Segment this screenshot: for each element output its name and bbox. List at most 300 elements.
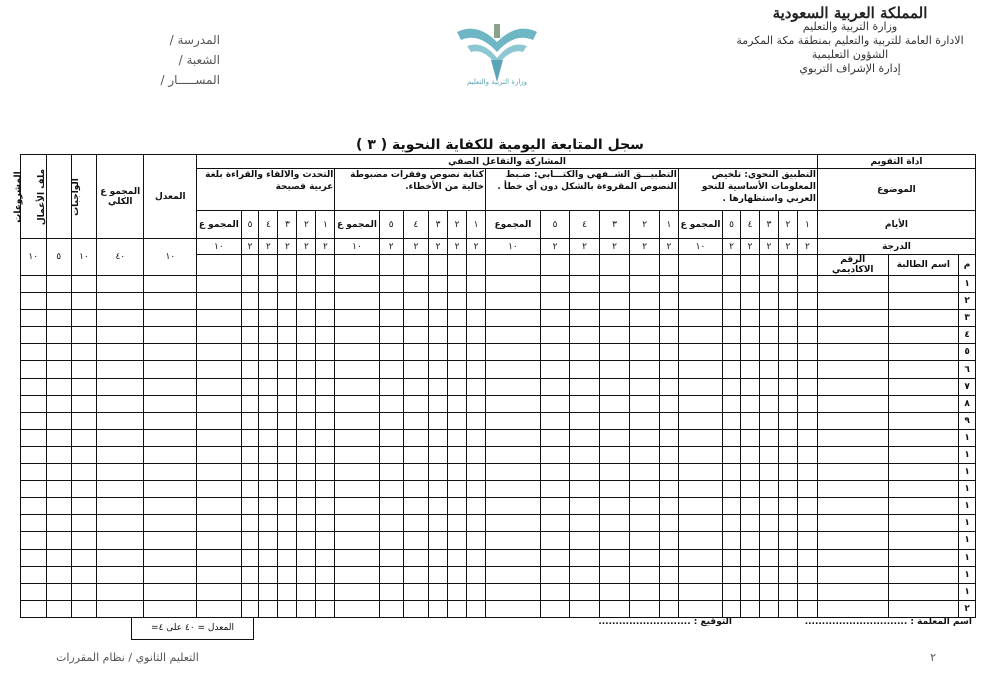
entry-cell[interactable] (630, 515, 660, 532)
entry-cell[interactable] (759, 395, 778, 412)
entry-cell[interactable] (678, 378, 722, 395)
entry-cell[interactable] (297, 344, 316, 361)
entry-cell[interactable] (241, 566, 259, 583)
entry-cell[interactable] (888, 327, 959, 344)
entry-cell[interactable] (678, 566, 722, 583)
entry-cell[interactable] (379, 566, 403, 583)
entry-cell[interactable] (316, 549, 335, 566)
entry-cell[interactable] (486, 566, 541, 583)
entry-cell[interactable] (97, 600, 144, 617)
entry-cell[interactable] (316, 344, 335, 361)
entry-cell[interactable] (429, 344, 448, 361)
entry-cell[interactable] (278, 481, 297, 498)
entry-cell[interactable] (448, 498, 467, 515)
entry-cell[interactable] (817, 429, 888, 446)
entry-cell[interactable] (316, 515, 335, 532)
entry-cell[interactable] (540, 549, 570, 566)
entry-cell[interactable] (888, 344, 959, 361)
entry-cell[interactable] (335, 464, 379, 481)
entry-cell[interactable] (97, 378, 144, 395)
entry-cell[interactable] (241, 344, 259, 361)
entry-cell[interactable] (379, 327, 403, 344)
entry-cell[interactable] (46, 429, 71, 446)
entry-cell[interactable] (259, 361, 278, 378)
entry-cell[interactable] (241, 412, 259, 429)
entry-cell[interactable] (659, 344, 678, 361)
entry-cell[interactable] (630, 532, 660, 549)
entry-cell[interactable] (540, 395, 570, 412)
entry-cell[interactable] (197, 429, 241, 446)
entry-cell[interactable] (335, 429, 379, 446)
entry-cell[interactable] (241, 464, 259, 481)
entry-cell[interactable] (97, 429, 144, 446)
entry-cell[interactable] (97, 446, 144, 463)
entry-cell[interactable] (723, 429, 741, 446)
entry-cell[interactable] (379, 412, 403, 429)
entry-cell[interactable] (259, 498, 278, 515)
entry-cell[interactable] (278, 464, 297, 481)
entry-cell[interactable] (486, 600, 541, 617)
entry-cell[interactable] (448, 429, 467, 446)
entry-cell[interactable] (486, 481, 541, 498)
entry-cell[interactable] (197, 583, 241, 600)
entry-cell[interactable] (429, 600, 448, 617)
entry-cell[interactable] (259, 293, 278, 310)
entry-cell[interactable] (144, 498, 197, 515)
entry-cell[interactable] (46, 344, 71, 361)
entry-cell[interactable] (888, 361, 959, 378)
entry-cell[interactable] (797, 361, 817, 378)
entry-cell[interactable] (316, 498, 335, 515)
entry-cell[interactable] (540, 327, 570, 344)
entry-cell[interactable] (379, 395, 403, 412)
entry-cell[interactable] (46, 310, 71, 327)
entry-cell[interactable] (723, 566, 741, 583)
entry-cell[interactable] (741, 378, 760, 395)
entry-cell[interactable] (630, 583, 660, 600)
entry-cell[interactable] (316, 446, 335, 463)
entry-cell[interactable] (888, 600, 959, 617)
entry-cell[interactable] (630, 600, 660, 617)
entry-cell[interactable] (630, 412, 660, 429)
entry-cell[interactable] (21, 515, 47, 532)
entry-cell[interactable] (97, 498, 144, 515)
entry-cell[interactable] (278, 549, 297, 566)
entry-cell[interactable] (448, 464, 467, 481)
entry-cell[interactable] (759, 378, 778, 395)
entry-cell[interactable] (21, 378, 47, 395)
entry-cell[interactable] (467, 498, 486, 515)
entry-cell[interactable] (335, 583, 379, 600)
entry-cell[interactable] (379, 361, 403, 378)
entry-cell[interactable] (486, 464, 541, 481)
entry-cell[interactable] (241, 446, 259, 463)
entry-cell[interactable] (630, 498, 660, 515)
entry-cell[interactable] (97, 549, 144, 566)
entry-cell[interactable] (467, 583, 486, 600)
entry-cell[interactable] (97, 276, 144, 293)
entry-cell[interactable] (241, 549, 259, 566)
entry-cell[interactable] (197, 532, 241, 549)
entry-cell[interactable] (71, 293, 96, 310)
entry-cell[interactable] (678, 464, 722, 481)
entry-cell[interactable] (888, 429, 959, 446)
entry-cell[interactable] (888, 378, 959, 395)
entry-cell[interactable] (278, 310, 297, 327)
entry-cell[interactable] (448, 327, 467, 344)
entry-cell[interactable] (540, 446, 570, 463)
entry-cell[interactable] (448, 446, 467, 463)
entry-cell[interactable] (71, 481, 96, 498)
entry-cell[interactable] (659, 293, 678, 310)
entry-cell[interactable] (21, 412, 47, 429)
entry-cell[interactable] (599, 412, 630, 429)
entry-cell[interactable] (21, 498, 47, 515)
entry-cell[interactable] (316, 412, 335, 429)
entry-cell[interactable] (778, 361, 797, 378)
entry-cell[interactable] (599, 600, 630, 617)
entry-cell[interactable] (888, 276, 959, 293)
entry-cell[interactable] (759, 446, 778, 463)
entry-cell[interactable] (797, 395, 817, 412)
entry-cell[interactable] (759, 276, 778, 293)
entry-cell[interactable] (678, 549, 722, 566)
entry-cell[interactable] (678, 600, 722, 617)
entry-cell[interactable] (241, 515, 259, 532)
entry-cell[interactable] (71, 327, 96, 344)
entry-cell[interactable] (241, 395, 259, 412)
entry-cell[interactable] (570, 446, 600, 463)
entry-cell[interactable] (599, 395, 630, 412)
entry-cell[interactable] (278, 293, 297, 310)
entry-cell[interactable] (403, 412, 428, 429)
entry-cell[interactable] (21, 566, 47, 583)
entry-cell[interactable] (278, 327, 297, 344)
entry-cell[interactable] (97, 481, 144, 498)
entry-cell[interactable] (759, 515, 778, 532)
entry-cell[interactable] (71, 549, 96, 566)
entry-cell[interactable] (599, 276, 630, 293)
entry-cell[interactable] (403, 429, 428, 446)
entry-cell[interactable] (403, 549, 428, 566)
entry-cell[interactable] (778, 600, 797, 617)
entry-cell[interactable] (723, 276, 741, 293)
entry-cell[interactable] (144, 412, 197, 429)
entry-cell[interactable] (71, 464, 96, 481)
entry-cell[interactable] (335, 395, 379, 412)
entry-cell[interactable] (278, 395, 297, 412)
entry-cell[interactable] (778, 515, 797, 532)
entry-cell[interactable] (21, 446, 47, 463)
entry-cell[interactable] (316, 429, 335, 446)
entry-cell[interactable] (723, 532, 741, 549)
entry-cell[interactable] (797, 412, 817, 429)
entry-cell[interactable] (630, 276, 660, 293)
entry-cell[interactable] (817, 498, 888, 515)
entry-cell[interactable] (46, 464, 71, 481)
entry-cell[interactable] (486, 532, 541, 549)
entry-cell[interactable] (197, 549, 241, 566)
entry-cell[interactable] (797, 378, 817, 395)
entry-cell[interactable] (486, 498, 541, 515)
entry-cell[interactable] (21, 276, 47, 293)
entry-cell[interactable] (778, 293, 797, 310)
entry-cell[interactable] (888, 566, 959, 583)
entry-cell[interactable] (678, 395, 722, 412)
entry-cell[interactable] (448, 395, 467, 412)
entry-cell[interactable] (540, 293, 570, 310)
entry-cell[interactable] (817, 464, 888, 481)
entry-cell[interactable] (599, 310, 630, 327)
entry-cell[interactable] (540, 481, 570, 498)
entry-cell[interactable] (259, 276, 278, 293)
entry-cell[interactable] (678, 293, 722, 310)
entry-cell[interactable] (429, 276, 448, 293)
entry-cell[interactable] (278, 276, 297, 293)
entry-cell[interactable] (741, 549, 760, 566)
entry-cell[interactable] (379, 464, 403, 481)
entry-cell[interactable] (97, 361, 144, 378)
entry-cell[interactable] (429, 481, 448, 498)
entry-cell[interactable] (540, 344, 570, 361)
entry-cell[interactable] (297, 361, 316, 378)
entry-cell[interactable] (678, 310, 722, 327)
entry-cell[interactable] (379, 276, 403, 293)
entry-cell[interactable] (259, 515, 278, 532)
entry-cell[interactable] (335, 276, 379, 293)
entry-cell[interactable] (817, 446, 888, 463)
entry-cell[interactable] (46, 327, 71, 344)
entry-cell[interactable] (486, 395, 541, 412)
entry-cell[interactable] (448, 583, 467, 600)
entry-cell[interactable] (599, 481, 630, 498)
entry-cell[interactable] (144, 344, 197, 361)
entry-cell[interactable] (448, 361, 467, 378)
entry-cell[interactable] (723, 481, 741, 498)
entry-cell[interactable] (21, 481, 47, 498)
entry-cell[interactable] (723, 293, 741, 310)
entry-cell[interactable] (778, 378, 797, 395)
entry-cell[interactable] (97, 327, 144, 344)
entry-cell[interactable] (659, 600, 678, 617)
entry-cell[interactable] (817, 378, 888, 395)
entry-cell[interactable] (46, 378, 71, 395)
entry-cell[interactable] (659, 395, 678, 412)
entry-cell[interactable] (46, 395, 71, 412)
entry-cell[interactable] (759, 532, 778, 549)
entry-cell[interactable] (259, 412, 278, 429)
entry-cell[interactable] (21, 361, 47, 378)
entry-cell[interactable] (599, 446, 630, 463)
entry-cell[interactable] (540, 429, 570, 446)
entry-cell[interactable] (759, 498, 778, 515)
entry-cell[interactable] (297, 446, 316, 463)
entry-cell[interactable] (379, 600, 403, 617)
entry-cell[interactable] (278, 378, 297, 395)
entry-cell[interactable] (335, 361, 379, 378)
entry-cell[interactable] (741, 344, 760, 361)
entry-cell[interactable] (144, 446, 197, 463)
entry-cell[interactable] (540, 532, 570, 549)
entry-cell[interactable] (278, 583, 297, 600)
entry-cell[interactable] (888, 549, 959, 566)
entry-cell[interactable] (486, 327, 541, 344)
entry-cell[interactable] (144, 378, 197, 395)
entry-cell[interactable] (197, 600, 241, 617)
entry-cell[interactable] (448, 481, 467, 498)
entry-cell[interactable] (570, 276, 600, 293)
entry-cell[interactable] (335, 344, 379, 361)
entry-cell[interactable] (403, 498, 428, 515)
entry-cell[interactable] (741, 446, 760, 463)
entry-cell[interactable] (46, 361, 71, 378)
entry-cell[interactable] (259, 395, 278, 412)
entry-cell[interactable] (659, 412, 678, 429)
entry-cell[interactable] (97, 566, 144, 583)
entry-cell[interactable] (741, 532, 760, 549)
entry-cell[interactable] (486, 344, 541, 361)
entry-cell[interactable] (316, 293, 335, 310)
entry-cell[interactable] (278, 344, 297, 361)
entry-cell[interactable] (403, 395, 428, 412)
entry-cell[interactable] (888, 583, 959, 600)
entry-cell[interactable] (741, 395, 760, 412)
entry-cell[interactable] (144, 515, 197, 532)
entry-cell[interactable] (97, 532, 144, 549)
entry-cell[interactable] (467, 378, 486, 395)
entry-cell[interactable] (599, 583, 630, 600)
entry-cell[interactable] (723, 464, 741, 481)
entry-cell[interactable] (144, 549, 197, 566)
entry-cell[interactable] (759, 600, 778, 617)
entry-cell[interactable] (429, 532, 448, 549)
entry-cell[interactable] (241, 276, 259, 293)
entry-cell[interactable] (403, 276, 428, 293)
entry-cell[interactable] (759, 327, 778, 344)
entry-cell[interactable] (741, 310, 760, 327)
entry-cell[interactable] (241, 327, 259, 344)
entry-cell[interactable] (241, 361, 259, 378)
entry-cell[interactable] (429, 566, 448, 583)
entry-cell[interactable] (335, 515, 379, 532)
entry-cell[interactable] (241, 600, 259, 617)
entry-cell[interactable] (259, 566, 278, 583)
entry-cell[interactable] (467, 429, 486, 446)
entry-cell[interactable] (259, 481, 278, 498)
entry-cell[interactable] (570, 361, 600, 378)
entry-cell[interactable] (630, 446, 660, 463)
entry-cell[interactable] (71, 446, 96, 463)
entry-cell[interactable] (297, 549, 316, 566)
entry-cell[interactable] (335, 412, 379, 429)
entry-cell[interactable] (467, 515, 486, 532)
entry-cell[interactable] (278, 429, 297, 446)
entry-cell[interactable] (71, 498, 96, 515)
entry-cell[interactable] (259, 446, 278, 463)
entry-cell[interactable] (630, 310, 660, 327)
entry-cell[interactable] (197, 446, 241, 463)
entry-cell[interactable] (570, 498, 600, 515)
entry-cell[interactable] (297, 293, 316, 310)
entry-cell[interactable] (197, 481, 241, 498)
entry-cell[interactable] (540, 600, 570, 617)
entry-cell[interactable] (467, 464, 486, 481)
entry-cell[interactable] (486, 429, 541, 446)
entry-cell[interactable] (144, 481, 197, 498)
entry-cell[interactable] (448, 293, 467, 310)
entry-cell[interactable] (403, 515, 428, 532)
entry-cell[interactable] (486, 310, 541, 327)
entry-cell[interactable] (797, 276, 817, 293)
entry-cell[interactable] (46, 532, 71, 549)
entry-cell[interactable] (197, 327, 241, 344)
entry-cell[interactable] (659, 549, 678, 566)
entry-cell[interactable] (599, 549, 630, 566)
entry-cell[interactable] (197, 276, 241, 293)
entry-cell[interactable] (197, 412, 241, 429)
entry-cell[interactable] (723, 498, 741, 515)
entry-cell[interactable] (570, 293, 600, 310)
entry-cell[interactable] (659, 378, 678, 395)
entry-cell[interactable] (144, 293, 197, 310)
entry-cell[interactable] (197, 566, 241, 583)
entry-cell[interactable] (659, 583, 678, 600)
entry-cell[interactable] (429, 378, 448, 395)
entry-cell[interactable] (297, 327, 316, 344)
entry-cell[interactable] (570, 378, 600, 395)
entry-cell[interactable] (467, 293, 486, 310)
entry-cell[interactable] (540, 498, 570, 515)
entry-cell[interactable] (797, 515, 817, 532)
entry-cell[interactable] (335, 446, 379, 463)
entry-cell[interactable] (467, 361, 486, 378)
entry-cell[interactable] (570, 327, 600, 344)
entry-cell[interactable] (570, 600, 600, 617)
entry-cell[interactable] (259, 429, 278, 446)
entry-cell[interactable] (817, 532, 888, 549)
entry-cell[interactable] (678, 344, 722, 361)
entry-cell[interactable] (97, 310, 144, 327)
entry-cell[interactable] (429, 395, 448, 412)
entry-cell[interactable] (467, 481, 486, 498)
entry-cell[interactable] (678, 583, 722, 600)
entry-cell[interactable] (486, 412, 541, 429)
entry-cell[interactable] (797, 344, 817, 361)
entry-cell[interactable] (144, 583, 197, 600)
entry-cell[interactable] (778, 429, 797, 446)
entry-cell[interactable] (723, 344, 741, 361)
entry-cell[interactable] (678, 498, 722, 515)
entry-cell[interactable] (570, 395, 600, 412)
entry-cell[interactable] (197, 361, 241, 378)
entry-cell[interactable] (723, 378, 741, 395)
entry-cell[interactable] (467, 600, 486, 617)
entry-cell[interactable] (817, 583, 888, 600)
entry-cell[interactable] (278, 412, 297, 429)
entry-cell[interactable] (540, 361, 570, 378)
entry-cell[interactable] (335, 481, 379, 498)
entry-cell[interactable] (335, 293, 379, 310)
entry-cell[interactable] (540, 464, 570, 481)
entry-cell[interactable] (316, 361, 335, 378)
entry-cell[interactable] (467, 566, 486, 583)
entry-cell[interactable] (71, 600, 96, 617)
entry-cell[interactable] (297, 276, 316, 293)
entry-cell[interactable] (741, 600, 760, 617)
entry-cell[interactable] (599, 566, 630, 583)
entry-cell[interactable] (888, 532, 959, 549)
entry-cell[interactable] (678, 412, 722, 429)
